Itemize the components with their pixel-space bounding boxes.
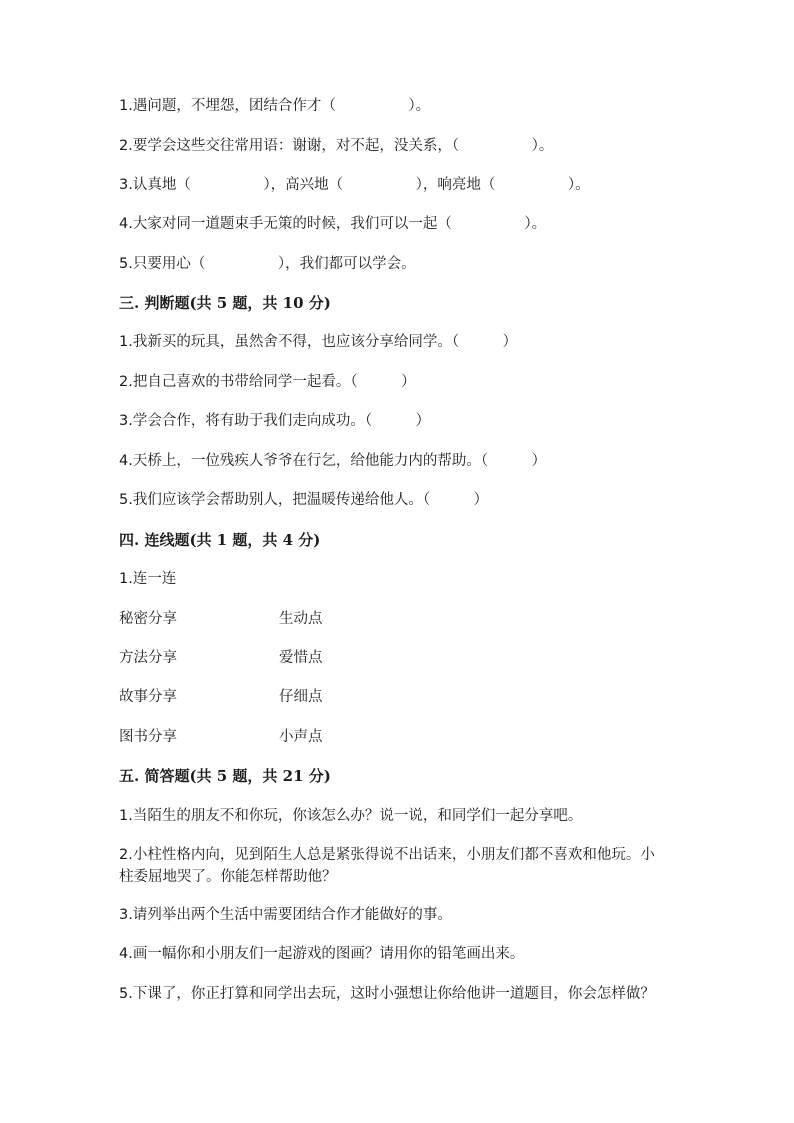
matching-right-item: 爱惜点	[279, 650, 323, 666]
matching-left-item: 图书分享	[119, 729, 177, 745]
matching-left-item: 秘密分享	[119, 611, 177, 627]
judgement-question-2: 2.把自己喜欢的书带给同学一起看。（ ）	[119, 374, 416, 390]
section-short-answer-title: 五. 简答题(共 5 题，共 21 分)	[119, 767, 331, 785]
section-matching-title: 四. 连线题(共 1 题，共 4 分)	[119, 531, 321, 549]
short-answer-question-1: 1.当陌生的朋友不和你玩，你该怎么办？说一说，和同学们一起分享吧。	[119, 808, 583, 824]
judgement-question-4: 4.天桥上，一位残疾人爷爷在行乞，给他能力内的帮助。（ ）	[119, 453, 547, 469]
matching-right-item: 小声点	[279, 729, 323, 745]
matching-left-item: 方法分享	[119, 650, 177, 666]
matching-prompt: 1.连一连	[119, 571, 177, 587]
short-answer-question-4: 4.画一幅你和小朋友们一起游戏的图画？请用你的铅笔画出来。	[119, 946, 525, 962]
fill-blank-question-4: 4.大家对同一道题束手无策的时候，我们可以一起（ ）。	[119, 216, 547, 232]
fill-blank-question-5: 5.只要用心（ ），我们都可以学会。	[119, 256, 416, 272]
matching-right-item: 仔细点	[279, 689, 323, 705]
matching-left-item: 故事分享	[119, 689, 177, 705]
short-answer-question-3: 3.请列举出两个生活中需要团结合作才能做好的事。	[119, 907, 452, 923]
judgement-question-5: 5.我们应该学会帮助别人，把温暖传递给他人。（ ）	[119, 492, 489, 508]
short-answer-question-5: 5.下课了，你正打算和同学出去玩，这时小强想让你给他讲一道题目，你会怎样做？	[119, 986, 655, 1002]
short-answer-question-2: 2.小柱性格内向，见到陌生人总是紧张得说不出话来，小朋友们都不喜欢和他玩。小柱委屈地哭了。你能怎样帮助他？	[119, 847, 655, 885]
judgement-question-3: 3.学会合作，将有助于我们走向成功。（ ）	[119, 413, 431, 429]
fill-blank-question-1: 1.遇问题，不埋怨，团结合作才（ ）。	[119, 98, 431, 114]
fill-blank-question-2: 2.要学会这些交往常用语：谢谢，对不起，没关系，（ ）。	[119, 138, 554, 154]
fill-blank-question-3: 3.认真地（ ），高兴地（ ），响亮地（ ）。	[119, 177, 590, 193]
judgement-question-1: 1.我新买的玩具，虽然舍不得，也应该分享给同学。（ ）	[119, 334, 518, 350]
matching-right-item: 生动点	[279, 611, 323, 627]
section-judgement-title: 三. 判断题(共 5 题，共 10 分)	[119, 294, 331, 312]
